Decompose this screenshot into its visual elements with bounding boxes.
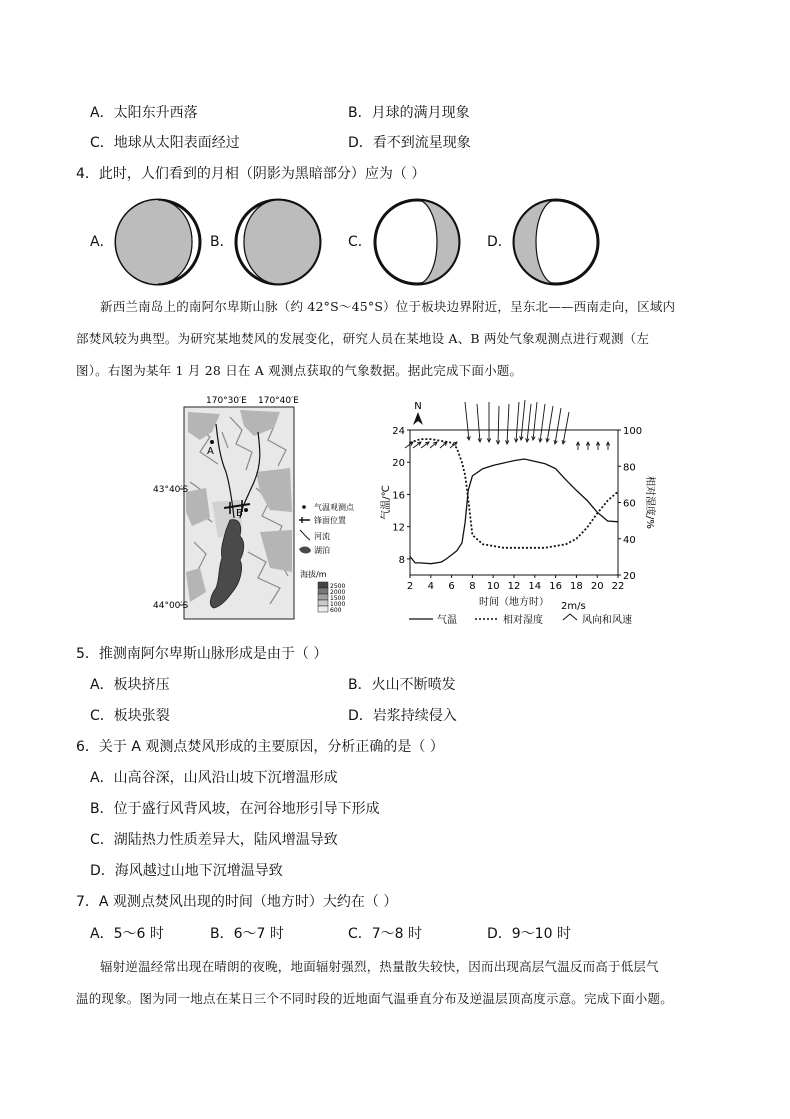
passage1-line2: 部焚风较为典型。为研究某地焚风的发展变化，研究人员在某地设 A、B 两处气象观测点进行观测（左	[76, 331, 650, 346]
humidity-line	[410, 439, 618, 548]
legend-elev-3: 1500	[330, 595, 346, 602]
wind-arrow	[516, 402, 519, 442]
station-a-label: A	[207, 446, 214, 457]
passage2-line2: 温的现象。图为同一地点在某日三个不同时段的近地面气温垂直分布及逆温层顶高度示意。完成下面小题。	[76, 991, 673, 1006]
x-tick-label: 18	[570, 581, 583, 592]
legend-river: 河流	[314, 532, 330, 541]
moon-phase-d[interactable]	[514, 200, 598, 284]
station-b-label: B	[236, 508, 243, 519]
legend-temp: 气温	[437, 615, 457, 626]
terrain-map	[153, 392, 390, 624]
x-tick-label: 10	[486, 581, 500, 592]
north-arrow-icon	[413, 401, 423, 425]
wind-arrow	[563, 412, 569, 444]
x-tick-label: 6	[448, 581, 455, 592]
q3-option-b[interactable]: B．月球的满月现象	[348, 105, 470, 121]
moon-phase-figures	[0, 190, 790, 295]
q4-label-c[interactable]: C．	[348, 234, 372, 250]
q4-label-a[interactable]: A．	[90, 234, 114, 250]
q7-option-c[interactable]: C．7～8 时	[348, 926, 423, 942]
weather-chart	[381, 392, 655, 630]
legend-wind: 风向和风速	[582, 615, 632, 626]
q5-stem: 5．推测南阿尔卑斯山脉形成是由于（ ）	[76, 646, 328, 662]
y-right-tick-label: 60	[623, 498, 636, 510]
legend-lake: 湖泊	[314, 546, 330, 555]
q7-option-a[interactable]: A．5～6 时	[90, 926, 164, 942]
legend-elev-title: 海拔/m	[300, 570, 327, 579]
q5-option-b[interactable]: B．火山不断喷发	[348, 677, 456, 693]
wind-arrow	[527, 404, 531, 442]
legend-front: 锋面位置	[314, 516, 346, 525]
wind-arrow	[555, 408, 561, 444]
q6-stem: 6．关于 A 观测点焚风形成的主要原因，分析正确的是（ ）	[76, 739, 444, 755]
moon-phase-a[interactable]	[116, 200, 200, 284]
legend-elev-1: 2500	[330, 583, 346, 590]
legend-elev-2: 2000	[330, 589, 346, 596]
wind-arrow	[465, 402, 469, 440]
q4-label-d[interactable]: D．	[487, 234, 512, 250]
moon-phase-b[interactable]	[236, 200, 320, 284]
passage2-line1: 辐射逆温经常出现在晴朗的夜晚，地面辐射强烈，热量散失较快，因而出现高层气温反而高于低层气	[100, 959, 659, 974]
x-tick-label: 22	[611, 581, 625, 592]
q7-option-d[interactable]: D．9～10 时	[487, 926, 571, 942]
wind-arrow	[498, 406, 499, 444]
map-lon-2: 170°40′E	[258, 396, 299, 406]
y-right-tick-label: 80	[623, 462, 636, 474]
y-left-tick-label: 16	[392, 490, 405, 502]
x-tick-label: 12	[507, 581, 521, 592]
q5-option-d[interactable]: D．岩浆持续侵入	[348, 708, 457, 724]
plot-area	[380, 426, 657, 608]
map-lat-2: 44°00′S	[153, 601, 189, 611]
legend-humidity: 相对湿度	[503, 615, 543, 626]
moon-phase-c[interactable]	[375, 200, 459, 284]
y-left-tick-label: 20	[392, 458, 405, 470]
wind-arrow	[547, 406, 553, 442]
x-tick-label: 20	[590, 581, 604, 592]
q7-stem: 7．A 观测点焚风出现的时间（地方时）大约在（ ）	[76, 894, 398, 910]
wind-arrow	[477, 404, 480, 442]
wind-arrow	[533, 402, 537, 440]
q3-option-c[interactable]: C．地球从太阳表面经过	[90, 135, 240, 151]
y-left-tick-label: 12	[392, 522, 405, 534]
x-tick-label: 16	[549, 581, 562, 592]
q6-option-d[interactable]: D．海风越过山地下沉增温导致	[90, 863, 283, 879]
q4-label-b[interactable]: B．	[210, 234, 234, 250]
wind-arrows	[405, 400, 610, 450]
q7-option-b[interactable]: B．6～7 时	[210, 926, 284, 942]
north-label: N	[414, 401, 422, 412]
map-lon-1: 170°30′E	[206, 396, 247, 406]
wind-arrow	[540, 404, 545, 442]
wind-arrow	[521, 400, 525, 440]
legend-wind-speed: 2m/s	[561, 601, 586, 612]
y-left-tick-label: 24	[392, 426, 405, 437]
x-tick-label: 4	[427, 581, 434, 592]
y-left-tick-label: 8	[398, 554, 405, 566]
x-axis-label: 时间（地方时）	[479, 597, 549, 608]
station-b-dot[interactable]	[244, 508, 248, 512]
y-left-axis-label: 气温/℃	[381, 485, 392, 520]
y-right-tick-label: 20	[623, 571, 636, 582]
legend-elev-5: 600	[330, 607, 342, 614]
q6-option-c[interactable]: C．湖陆热力性质差异大，陆风增温导致	[90, 832, 338, 848]
map-legend	[299, 502, 355, 614]
y-right-axis-label: 相对湿度/%	[644, 476, 655, 529]
plot-frame	[410, 430, 618, 575]
legend-station: 气温观测点	[314, 503, 354, 512]
q4-stem: 4．此时，人们看到的月相（阴影为黑暗部分）应为（ ）	[76, 166, 426, 182]
passage1-line1: 新西兰南岛上的南阿尔卑斯山脉（约 42°S～45°S）位于板块边界附近，呈东北——西南走向，区域内	[100, 299, 676, 314]
x-tick-label: 14	[528, 581, 542, 592]
q6-option-b[interactable]: B．位于盛行风背风坡，在河谷地形引导下形成	[90, 801, 380, 817]
wind-arrow	[507, 404, 509, 444]
station-a-dot[interactable]	[210, 440, 214, 444]
x-tick-label: 2	[406, 581, 414, 592]
passage1-line3: 图）。右图为某年 1 月 28 日在 A 观测点获取的气象数据。据此完成下面小题。	[76, 363, 523, 378]
q3-option-a[interactable]: A．太阳东升西落	[90, 105, 198, 121]
x-tick-label: 8	[469, 581, 476, 592]
y-right-tick-label: 40	[623, 534, 636, 546]
y-right-tick-label: 100	[623, 426, 643, 437]
map-lat-1: 43°40′S	[153, 485, 189, 495]
legend-elev-4: 1000	[330, 601, 346, 608]
q5-option-c[interactable]: C．板块张裂	[90, 708, 170, 724]
q5-option-a[interactable]: A．板块挤压	[90, 677, 170, 693]
q3-option-d[interactable]: D．看不到流星现象	[348, 135, 471, 151]
q6-option-a[interactable]: A．山高谷深，山风沿山坡下沉增温形成	[90, 770, 338, 786]
